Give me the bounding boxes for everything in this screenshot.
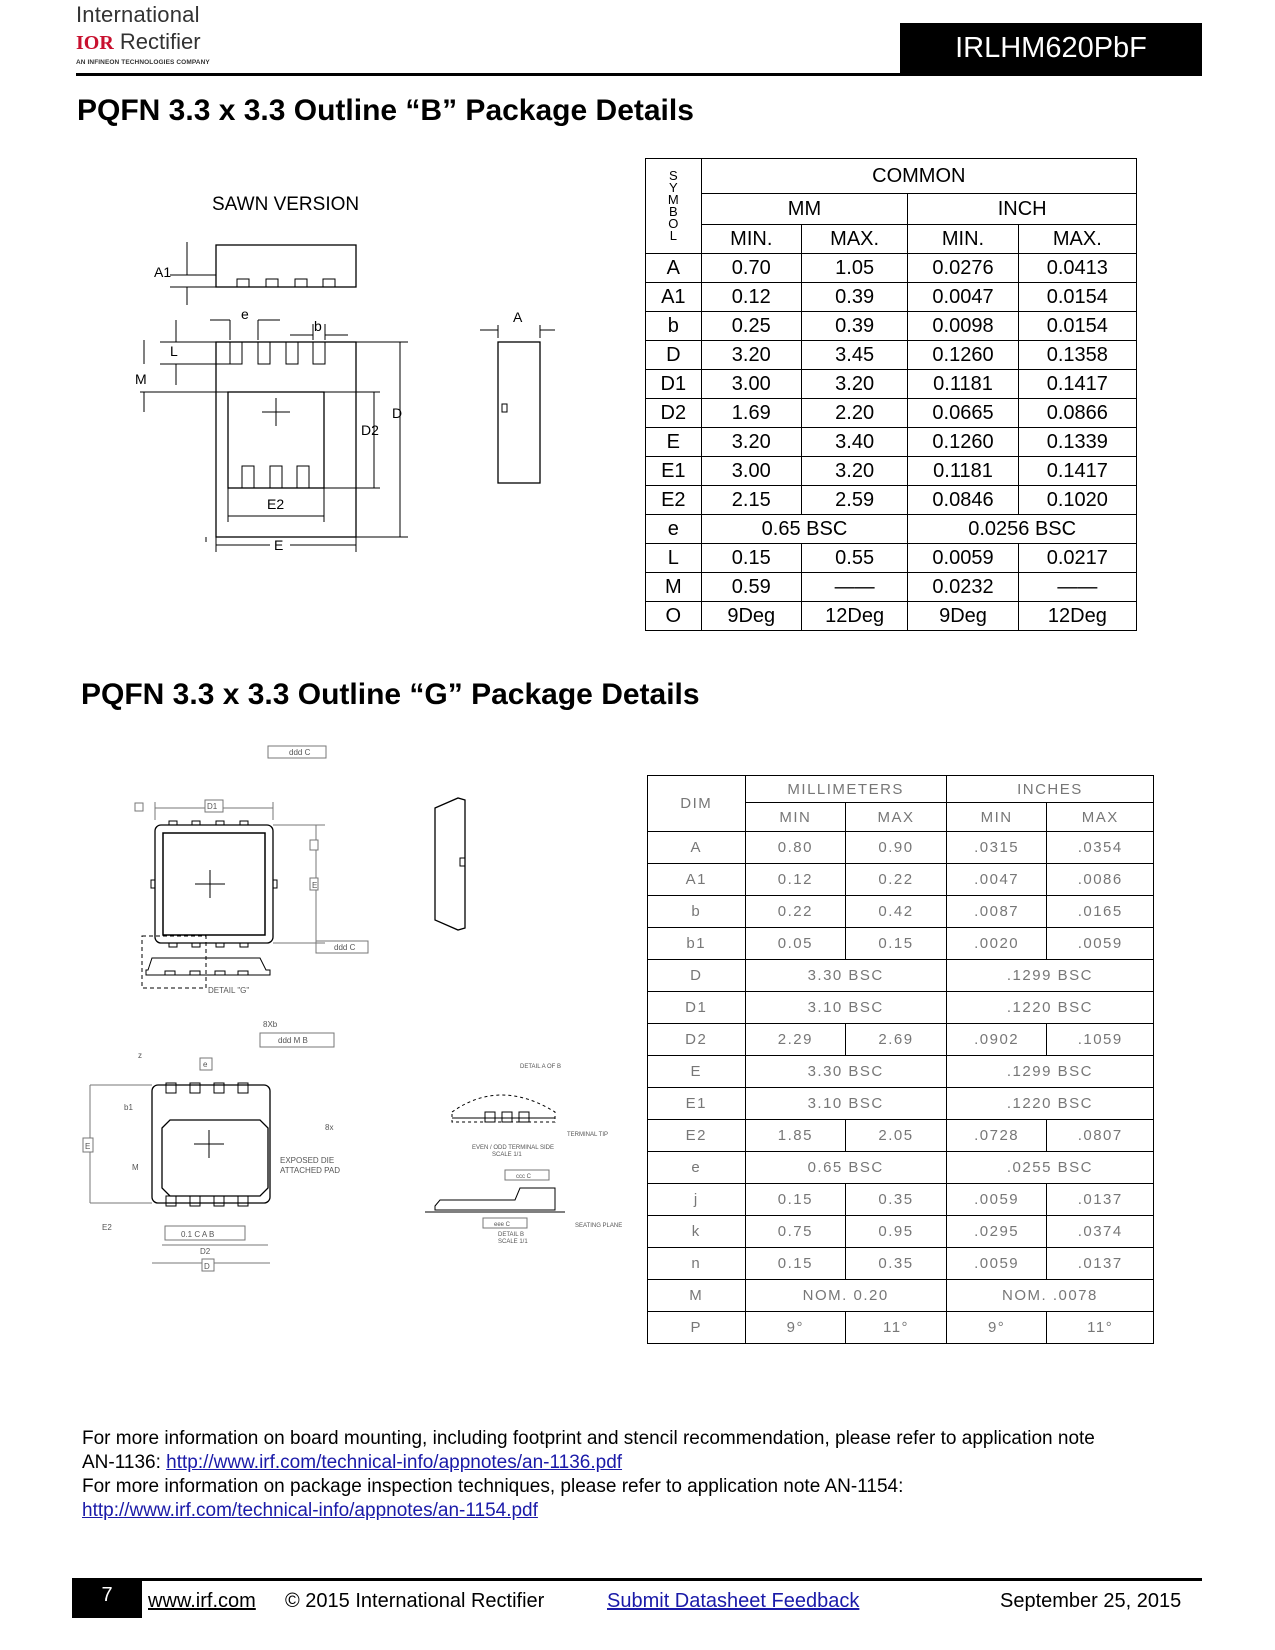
table-cell: 0.39: [801, 312, 907, 341]
table-cell: 0.12: [745, 864, 846, 896]
table-row: [646, 602, 1137, 631]
table-cell-sym: D2: [648, 1024, 746, 1056]
table-cell-sym: E2: [646, 486, 702, 515]
feedback-link[interactable]: Submit Datasheet Feedback: [607, 1590, 860, 1612]
table-cell-bsc: 0.0256 BSC: [908, 515, 1137, 544]
table-cell-sym: b: [646, 312, 702, 341]
table-cell-sym: E: [646, 428, 702, 457]
table-cell: ——: [1018, 573, 1136, 602]
table-cell: 0.1260: [908, 341, 1018, 370]
table-cell-sym: b1: [648, 928, 746, 960]
table-cell: 12Deg: [801, 602, 907, 631]
table-cell: 0.25: [701, 312, 801, 341]
table-cell: 2.29: [745, 1024, 846, 1056]
table-cell: .0137: [1047, 1248, 1154, 1280]
g-label-even: EVEN / ODD TERMINAL SIDE: [472, 1145, 555, 1151]
logo-tagline: AN INFINEON TECHNOLOGIES COMPANY: [76, 59, 210, 66]
table-cell: ——: [801, 573, 907, 602]
table-cell: .0137: [1047, 1184, 1154, 1216]
table-cell-sym: E1: [648, 1088, 746, 1120]
mm-min-header: MIN.: [701, 225, 801, 254]
site-link[interactable]: www.irf.com: [148, 1590, 256, 1612]
table-row: [646, 486, 1137, 515]
table-cell-sym: A: [648, 832, 746, 864]
table-row: [646, 254, 1137, 283]
table-cell-bsc: NOM. .0078: [946, 1280, 1153, 1312]
table-cell-bsc: 3.10 BSC: [745, 992, 946, 1024]
g-label-8x: 8x: [325, 1123, 334, 1132]
table-cell: 0.95: [846, 1216, 947, 1248]
table-cell: 0.0217: [1018, 544, 1136, 573]
table-row: [646, 370, 1137, 399]
footnote-line-1: For more information on board mounting, including footprint and stencil recommendation, please refer to application note: [82, 1428, 1095, 1449]
g-label-e-pitch: e: [203, 1060, 208, 1069]
table-cell-sym: D: [648, 960, 746, 992]
inch-min-header: MIN.: [908, 225, 1018, 254]
table-cell: 1.69: [701, 399, 801, 428]
g-label-b1: b1: [124, 1103, 133, 1112]
table-cell: 2.59: [801, 486, 907, 515]
table-row: [646, 341, 1137, 370]
table-cell: 9Deg: [701, 602, 801, 631]
table-cell: 0.12: [701, 283, 801, 312]
table-cell-sym: D1: [646, 370, 702, 399]
table-cell: 0.1358: [1018, 341, 1136, 370]
table-row: [648, 1120, 1154, 1152]
table-row: [648, 1280, 1154, 1312]
footnote-line-2: AN-1136: http://www.irf.com/technical-info/appnotes/an-1136.pdf: [82, 1452, 623, 1473]
g-label-8xb: 8Xb: [263, 1020, 278, 1029]
label-e: e: [241, 306, 249, 322]
table-cell: .0059: [946, 1248, 1047, 1280]
label-e2: E2: [267, 496, 285, 512]
g-label-ccc-c: ccc C: [516, 1174, 531, 1180]
table-row: [648, 1152, 1154, 1184]
logo-rectifier: [76, 29, 201, 55]
table-cell: 0.55: [801, 544, 907, 573]
table-row: [646, 312, 1137, 341]
table-row: [646, 283, 1137, 312]
table-cell: 0.42: [846, 896, 947, 928]
table-cell-sym: O: [646, 602, 702, 631]
section-g-title: PQFN 3.3 x 3.3 Outline “G” Package Details: [81, 678, 700, 711]
table-cell: 12Deg: [1018, 602, 1136, 631]
label-d: D: [392, 405, 403, 421]
label-l: L: [170, 343, 178, 359]
table-cell: 3.00: [701, 457, 801, 486]
table-cell-sym: A1: [648, 864, 746, 896]
ior-logo-mark: IOR: [76, 32, 114, 54]
table-cell: 0.05: [745, 928, 846, 960]
table-cell: 3.40: [801, 428, 907, 457]
outline-g-drawing: [80, 748, 650, 1340]
table-cell: 0.1417: [1018, 457, 1136, 486]
g-label-attached: ATTACHED PAD: [280, 1166, 341, 1175]
table-cell: 0.0098: [908, 312, 1018, 341]
an-1136-link[interactable]: http://www.irf.com/technical-info/appnotes/an-1136.pdf: [166, 1452, 623, 1473]
table-cell: 0.0154: [1018, 283, 1136, 312]
table-cell: 0.1260: [908, 428, 1018, 457]
table-row: [648, 1248, 1154, 1280]
table-cell: 0.22: [745, 896, 846, 928]
table-cell: 0.0846: [908, 486, 1018, 515]
table-cell-sym: E: [648, 1056, 746, 1088]
table-cell: 0.35: [846, 1248, 947, 1280]
table-cell: 0.0154: [1018, 312, 1136, 341]
table-cell-sym: j: [648, 1184, 746, 1216]
table-cell: 0.1181: [908, 370, 1018, 399]
g-label-d: D: [204, 1262, 210, 1271]
table-cell: 0.0232: [908, 573, 1018, 602]
table-cell: 1.05: [801, 254, 907, 283]
table-cell: .0902: [946, 1024, 1047, 1056]
an-1154-link[interactable]: http://www.irf.com/technical-info/appnotes/an-1154.pdf: [82, 1500, 538, 1521]
table-cell: 0.0866: [1018, 399, 1136, 428]
table-cell: .0059: [1047, 928, 1154, 960]
table-cell: 3.20: [701, 341, 801, 370]
mm-max-header: MAX.: [801, 225, 907, 254]
symbol-header: S Y M B O L: [646, 159, 702, 254]
table-cell-sym: A1: [646, 283, 702, 312]
table-cell: 9°: [745, 1312, 846, 1344]
table-cell-bsc: 3.30 BSC: [745, 1056, 946, 1088]
table-cell-bsc: 0.65 BSC: [701, 515, 908, 544]
table-row: [646, 457, 1137, 486]
table-cell: 11°: [1047, 1312, 1154, 1344]
table-cell: .0295: [946, 1216, 1047, 1248]
table-cell: 0.70: [701, 254, 801, 283]
table-row: [648, 1024, 1154, 1056]
table-cell-bsc: .1299 BSC: [946, 960, 1153, 992]
g-in-min-header: MIN: [946, 803, 1047, 832]
part-number-badge: IRLHM620PbF: [900, 23, 1202, 74]
table-cell-bsc: .0255 BSC: [946, 1152, 1153, 1184]
logo-international: International: [76, 2, 200, 27]
sawn-version-label: SAWN VERSION: [212, 194, 360, 215]
table-cell: .0087: [946, 896, 1047, 928]
table-cell: .0020: [946, 928, 1047, 960]
table-row: [648, 1056, 1154, 1088]
table-row: [646, 573, 1137, 602]
table-cell-sym: E1: [646, 457, 702, 486]
outline-b-dimension-table: [645, 158, 1137, 631]
copyright: © 2015 International Rectifier: [285, 1590, 545, 1612]
g-label-d1: D1: [207, 802, 218, 811]
table-cell-bsc: .1220 BSC: [946, 1088, 1153, 1120]
label-m: M: [135, 371, 147, 387]
g-mm-max-header: MAX: [846, 803, 947, 832]
inch-header: INCH: [908, 194, 1137, 225]
table-row: [646, 544, 1137, 573]
table-cell-sym: A: [646, 254, 702, 283]
inch-max-header: MAX.: [1018, 225, 1136, 254]
table-cell: .0807: [1047, 1120, 1154, 1152]
g-label-ddd-c-top: ddd C: [289, 748, 311, 757]
table-cell: 0.59: [701, 573, 801, 602]
table-cell: 3.20: [701, 428, 801, 457]
table-cell: 0.15: [846, 928, 947, 960]
table-cell-sym: P: [648, 1312, 746, 1344]
table-cell-sym: e: [646, 515, 702, 544]
table-cell: 2.15: [701, 486, 801, 515]
g-label-terminal: TERMINAL TIP: [567, 1132, 609, 1138]
table-row: [648, 1312, 1154, 1344]
table-cell: 0.80: [745, 832, 846, 864]
inches-header: INCHES: [946, 776, 1153, 803]
table-row: [648, 1088, 1154, 1120]
outline-g-dimension-table: [647, 775, 1154, 1344]
g-label-tolerance: 0.1 C A B: [181, 1230, 215, 1239]
table-cell: .0315: [946, 832, 1047, 864]
table-cell: .0047: [946, 864, 1047, 896]
page-number: 7: [72, 1578, 142, 1618]
table-cell: 3.20: [801, 457, 907, 486]
footnote-line-3: For more information on package inspection techniques, please refer to application note AN-1154:: [82, 1476, 904, 1497]
g-label-detail-b: DETAIL B: [498, 1232, 525, 1238]
table-cell: 0.0059: [908, 544, 1018, 573]
table-cell-sym: E2: [648, 1120, 746, 1152]
table-cell: 9°: [946, 1312, 1047, 1344]
logo-rectifier-text: Rectifier: [119, 29, 201, 54]
g-label-detail: DETAIL "G": [208, 986, 250, 995]
table-row: [648, 1216, 1154, 1248]
header-rule: [76, 73, 1202, 76]
table-cell: 2.20: [801, 399, 907, 428]
table-cell-bsc: NOM. 0.20: [745, 1280, 946, 1312]
table-row: [648, 928, 1154, 960]
g-label-d2: D2: [200, 1247, 211, 1256]
table-cell-sym: D: [646, 341, 702, 370]
table-row: [648, 832, 1154, 864]
table-cell: 0.22: [846, 864, 947, 896]
common-header: COMMON: [701, 159, 1136, 194]
label-d2: D2: [361, 422, 379, 438]
g-mm-min-header: MIN: [745, 803, 846, 832]
table-cell: 9Deg: [908, 602, 1018, 631]
table-row: [648, 864, 1154, 896]
footnote-line-4: [82, 1499, 1095, 1523]
table-cell: 0.0413: [1018, 254, 1136, 283]
g-label-z: z: [138, 1051, 142, 1060]
table-row: [646, 428, 1137, 457]
table-cell: 3.20: [801, 370, 907, 399]
table-cell: 0.0276: [908, 254, 1018, 283]
label-e-width: E: [274, 537, 284, 553]
table-cell-bsc: .1220 BSC: [946, 992, 1153, 1024]
table-row: [648, 1184, 1154, 1216]
table-cell: 0.1020: [1018, 486, 1136, 515]
table-cell-bsc: 0.65 BSC: [745, 1152, 946, 1184]
g-label-seating: SEATING PLANE: [575, 1223, 623, 1229]
mm-header: MM: [701, 194, 908, 225]
g-label-e-bottom: E: [85, 1142, 91, 1151]
table-cell: 0.39: [801, 283, 907, 312]
table-cell-sym: M: [648, 1280, 746, 1312]
label-a: A: [513, 309, 523, 325]
table-cell-sym: D1: [648, 992, 746, 1024]
table-cell: 1.85: [745, 1120, 846, 1152]
table-cell: 0.75: [745, 1216, 846, 1248]
millimeters-header: MILLIMETERS: [745, 776, 946, 803]
publish-date: September 25, 2015: [1000, 1590, 1182, 1612]
g-label-exposed: EXPOSED DIE: [280, 1156, 335, 1165]
table-cell: 11°: [846, 1312, 947, 1344]
table-cell: .1059: [1047, 1024, 1154, 1056]
table-cell: .0086: [1047, 864, 1154, 896]
g-in-max-header: MAX: [1047, 803, 1154, 832]
table-row: [648, 992, 1154, 1024]
table-cell: 2.69: [846, 1024, 947, 1056]
table-cell: 0.15: [701, 544, 801, 573]
table-cell: .0354: [1047, 832, 1154, 864]
dim-header: DIM: [648, 776, 746, 832]
table-cell-sym: e: [648, 1152, 746, 1184]
g-label-ddd-c-bottom: ddd C: [334, 943, 356, 952]
g-label-m: M: [132, 1163, 139, 1172]
table-cell: 0.35: [846, 1184, 947, 1216]
table-cell: 0.0047: [908, 283, 1018, 312]
table-row: [648, 896, 1154, 928]
table-cell: .0059: [946, 1184, 1047, 1216]
table-cell: 0.15: [745, 1184, 846, 1216]
label-b: b: [314, 318, 322, 334]
table-cell: 0.1339: [1018, 428, 1136, 457]
table-cell: 0.1181: [908, 457, 1018, 486]
g-label-scale1: SCALE 1/1: [492, 1152, 522, 1158]
table-cell-sym: L: [646, 544, 702, 573]
table-cell-sym: n: [648, 1248, 746, 1280]
table-cell: 2.05: [846, 1120, 947, 1152]
section-b-title: PQFN 3.3 x 3.3 Outline “B” Package Details: [77, 94, 694, 127]
table-cell: 0.1417: [1018, 370, 1136, 399]
table-cell-sym: k: [648, 1216, 746, 1248]
table-cell: .0165: [1047, 896, 1154, 928]
g-label-detail-a: DETAIL A OF B: [520, 1064, 562, 1070]
table-cell: .0374: [1047, 1216, 1154, 1248]
outline-b-drawing: [130, 180, 590, 580]
footnote-board-mounting: [82, 1427, 1095, 1523]
table-row: [646, 399, 1137, 428]
table-cell-sym: b: [648, 896, 746, 928]
table-cell-bsc: 3.30 BSC: [745, 960, 946, 992]
g-label-eee-c: eee C: [494, 1222, 511, 1228]
table-cell-bsc: 3.10 BSC: [745, 1088, 946, 1120]
table-cell: 0.15: [745, 1248, 846, 1280]
table-cell-bsc: .1299 BSC: [946, 1056, 1153, 1088]
table-cell: 3.45: [801, 341, 907, 370]
table-cell: 3.00: [701, 370, 801, 399]
footer-rule: [72, 1578, 1202, 1581]
table-cell: 0.90: [846, 832, 947, 864]
g-label-e: E: [312, 881, 318, 890]
table-cell: 0.0665: [908, 399, 1018, 428]
g-label-e2: E2: [102, 1223, 112, 1232]
table-cell-sym: M: [646, 573, 702, 602]
g-label-scale2: SCALE 1/1: [498, 1239, 528, 1245]
g-label-ddd-m-b: ddd M B: [278, 1036, 308, 1045]
label-a1: A1: [154, 264, 172, 280]
table-cell: .0728: [946, 1120, 1047, 1152]
table-row: [648, 960, 1154, 992]
table-cell-sym: D2: [646, 399, 702, 428]
